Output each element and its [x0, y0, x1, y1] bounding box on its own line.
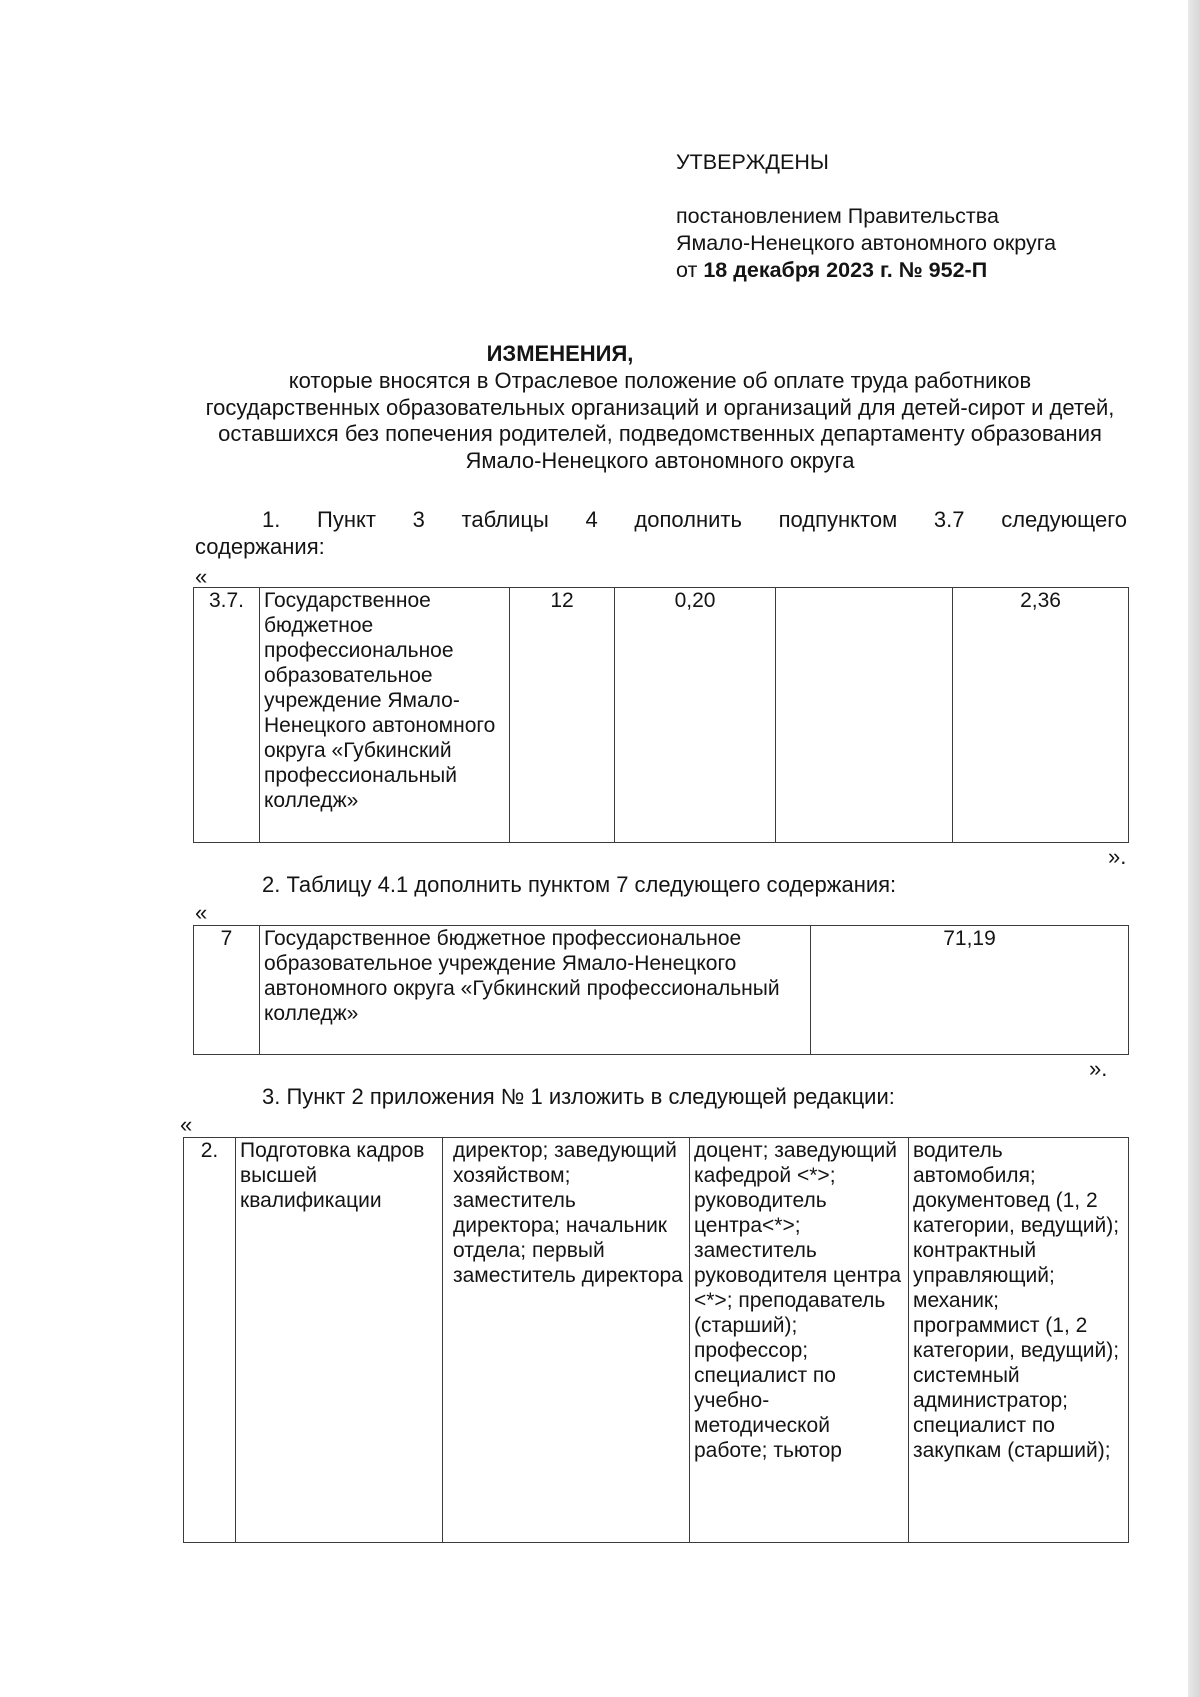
table-cell-value: 0,20	[615, 588, 776, 843]
table-cell-positions: директор; заведующий хозяйством; заместитель директора; начальник отдела; первый заместитель директора	[443, 1138, 690, 1543]
table-cell-number: 7	[194, 926, 260, 1055]
item-2-text: 2. Таблицу 4.1 дополнить пунктом 7 следующего содержания:	[262, 872, 897, 897]
approval-date-line	[676, 257, 1136, 284]
table-cell-value: 12	[510, 588, 615, 843]
approval-line-1: постановлением Правительства	[676, 204, 999, 228]
table-row	[194, 588, 1129, 843]
item-1-open-quote: «	[195, 564, 208, 589]
item-1-text	[195, 506, 1127, 560]
table-cell-group: Подготовка кадров высшей квалификации	[236, 1138, 443, 1543]
item-3-table	[183, 1137, 1129, 1543]
approval-body	[676, 203, 1136, 284]
table-cell-value: 71,19	[811, 926, 1129, 1055]
item-1-close-quote: ».	[1108, 844, 1127, 869]
table-cell-positions: доцент; заведующий кафедрой <*>; руководитель центра<*>; заместитель руководителя центра <*>; преподаватель (старший); профессор; специалист по учебно-методической работе; тьютор	[690, 1138, 909, 1543]
item-2-open-quote: «	[195, 900, 208, 925]
item-2-close-quote: ».	[1089, 1056, 1108, 1081]
page-edge-shadow	[1188, 0, 1200, 1697]
table-row	[184, 1138, 1129, 1543]
item-3-open-quote: «	[180, 1112, 193, 1137]
table-row	[194, 926, 1129, 1055]
table-cell-number: 2.	[184, 1138, 236, 1543]
table-cell-organization: Государственное бюджетное профессиональное образовательное учреждение Ямало-Ненецкого автономного округа «Губкинский профессиональный колледж»	[260, 588, 510, 843]
item-1-line-1: 1. Пункт 3 таблицы 4 дополнить подпунктом 3.7 следующего	[262, 507, 1127, 532]
item-3-text: 3. Пункт 2 приложения № 1 изложить в следующей редакции:	[262, 1084, 895, 1109]
document-title: ИЗМЕНЕНИЯ,	[486, 341, 634, 366]
table-cell-value: 2,36	[953, 588, 1129, 843]
item-1-table	[193, 587, 1129, 843]
approval-line-2: Ямало-Ненецкого автономного округа	[676, 231, 1057, 255]
approval-date-prefix: от	[676, 258, 698, 282]
table-cell-empty	[776, 588, 953, 843]
item-2-table	[193, 925, 1129, 1055]
table-cell-positions: водитель автомобиля; документовед (1, 2 категории, ведущий); контрактный управляющий; механик; программист (1, 2 категории, ведущий); системный администратор; специалист по закупкам (старший);	[909, 1138, 1129, 1543]
approval-date: 18 декабря 2023 г. № 952-П	[703, 258, 988, 282]
approval-title: УТВЕРЖДЕНЫ	[676, 150, 829, 174]
document-subtitle: которые вносятся в Отраслевое положение об оплате труда работников государственных образовательных организаций и организаций для детей-сирот и детей, оставшихся без попечения родителей, подведомственных департаменту образования Ямало-Ненецкого автономного округа	[205, 368, 1115, 473]
table-cell-organization: Государственное бюджетное профессиональное образовательное учреждение Ямало-Ненецкого автономного округа «Губкинский профессиональный колледж»	[260, 926, 811, 1055]
item-1-line-2: содержания:	[195, 534, 325, 559]
table-cell-number: 3.7.	[194, 588, 260, 843]
